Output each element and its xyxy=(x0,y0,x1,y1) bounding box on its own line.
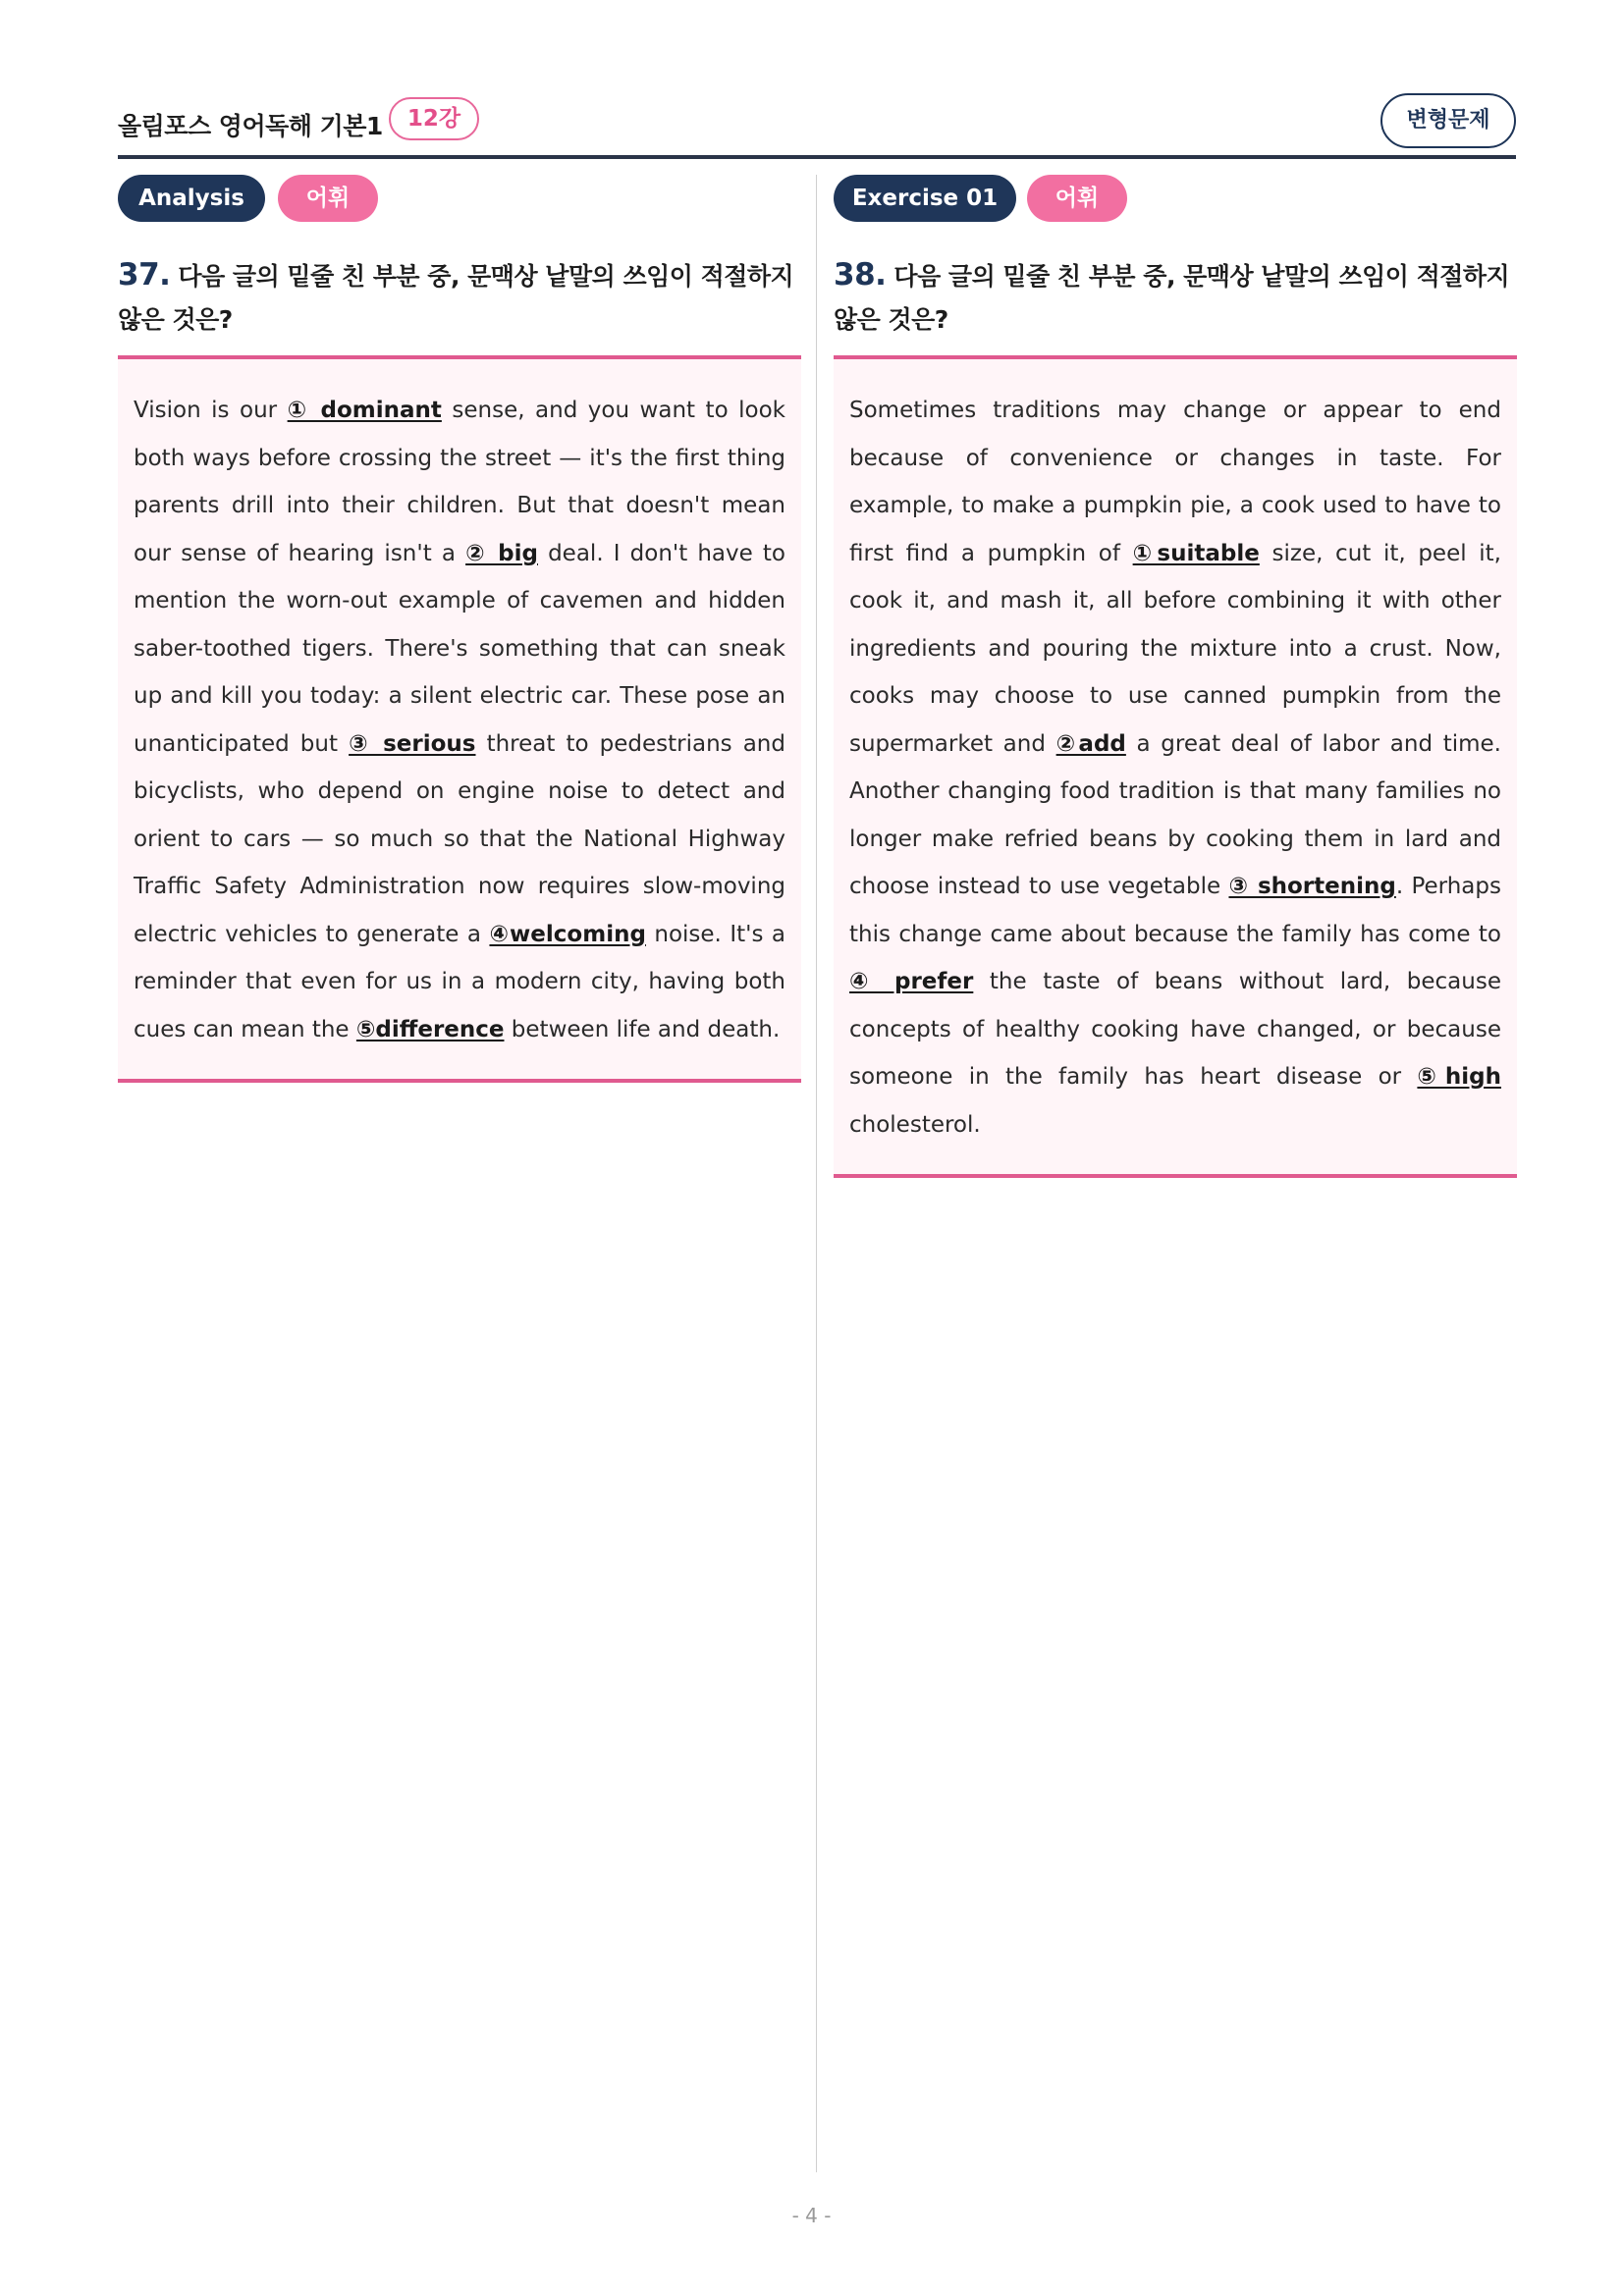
right-tag-row xyxy=(834,175,1517,222)
question-38 xyxy=(834,253,1517,342)
passage-text: cholesterol. xyxy=(849,1111,981,1138)
passage-text: Vision is our xyxy=(134,398,288,423)
question-number: 37. xyxy=(118,257,171,293)
question-type-badge: 변형문제 xyxy=(1380,93,1516,148)
passage-text: the taste of beans without lard, because concepts of healthy cooking have changed, or because someone in the family has heart disease or xyxy=(849,969,1501,1090)
passage-text: noise. It's a reminder that even for us in a modern city, having both cues can mean the xyxy=(134,921,785,1042)
lesson-badge: 12강 xyxy=(389,97,479,140)
underlined-choice-1: ① dominant xyxy=(287,398,442,423)
underlined-choice-5: ⑤high xyxy=(1417,1064,1501,1090)
passage-text: between life and death. xyxy=(504,1016,781,1042)
exercise-tag: Exercise 01 xyxy=(834,175,1016,222)
underlined-choice-4: ④welcoming xyxy=(489,921,646,947)
vocabulary-tag: 어휘 xyxy=(278,175,378,222)
underlined-choice-5: ⑤difference xyxy=(355,1016,505,1042)
passage-text: sense, and you want to look both ways before crossing the street — it's the first thing parents drill into their children. But that doesn't mean our sense of hearing isn't a xyxy=(134,398,786,566)
passage-37 xyxy=(134,387,785,1053)
page-number: - 4 - xyxy=(791,2204,832,2227)
analysis-tag: Analysis xyxy=(118,175,265,222)
passage-box-38 xyxy=(834,355,1517,1178)
page-header xyxy=(118,93,1516,154)
passage-text: Sometimes traditions may change or appear to end because of convenience or changes in taste. For example, to make a pumpkin pie, a cook used to have to first find a pumpkin of xyxy=(849,398,1501,566)
passage-box-37 xyxy=(118,355,801,1083)
right-column xyxy=(834,175,1517,1178)
vocabulary-tag: 어휘 xyxy=(1027,175,1127,222)
passage-38 xyxy=(849,387,1501,1148)
underlined-choice-3: ③ serious xyxy=(349,730,476,757)
column-divider xyxy=(816,175,817,2172)
left-column xyxy=(118,175,801,1083)
question-text: 다음 글의 밑줄 친 부분 중, 문맥상 낱말의 쓰임이 적절하지 않은 것은? xyxy=(118,262,794,334)
underlined-choice-3: ③ shortening xyxy=(1228,874,1396,899)
question-number: 38. xyxy=(834,257,887,293)
header-divider xyxy=(118,155,1516,159)
passage-text: threat to pedestrians and bicyclists, who depend on engine noise to detect and orient to cars — so much so that the National Highway Traffic Safety Administration now requires slow-moving electric vehicles to generate a xyxy=(134,730,785,947)
passage-text: . Perhaps this change came about because the family has come to xyxy=(849,874,1501,947)
document-title: 올림포스 영어독해 기본1 xyxy=(118,112,383,140)
passage-text: deal. I don't have to mention the worn-out example of cavemen and hidden saber-toothed tigers. There's something that can sneak up and kill you today: a silent electric car. These pose an unanticipated but xyxy=(134,540,785,757)
underlined-choice-4: ④ prefer xyxy=(849,969,974,994)
question-text: 다음 글의 밑줄 친 부분 중, 문맥상 낱말의 쓰임이 적절하지 않은 것은? xyxy=(834,262,1510,334)
underlined-choice-1: ①suitable xyxy=(1132,540,1260,566)
passage-text: a great deal of labor and time. Another changing food tradition is that many families no longer make refried beans by cooking them in lard and choose instead to use vegetable xyxy=(849,730,1501,899)
passage-text: size, cut it, peel it, cook it, and mash it, all before combining it with other ingredients and pouring the mixture into a crust. Now, cooks may choose to use canned pumpkin from the supermarket and xyxy=(849,540,1501,757)
underlined-choice-2: ② big xyxy=(465,540,538,566)
question-37 xyxy=(118,253,801,342)
underlined-choice-2: ②add xyxy=(1055,730,1126,757)
left-tag-row xyxy=(118,175,801,222)
